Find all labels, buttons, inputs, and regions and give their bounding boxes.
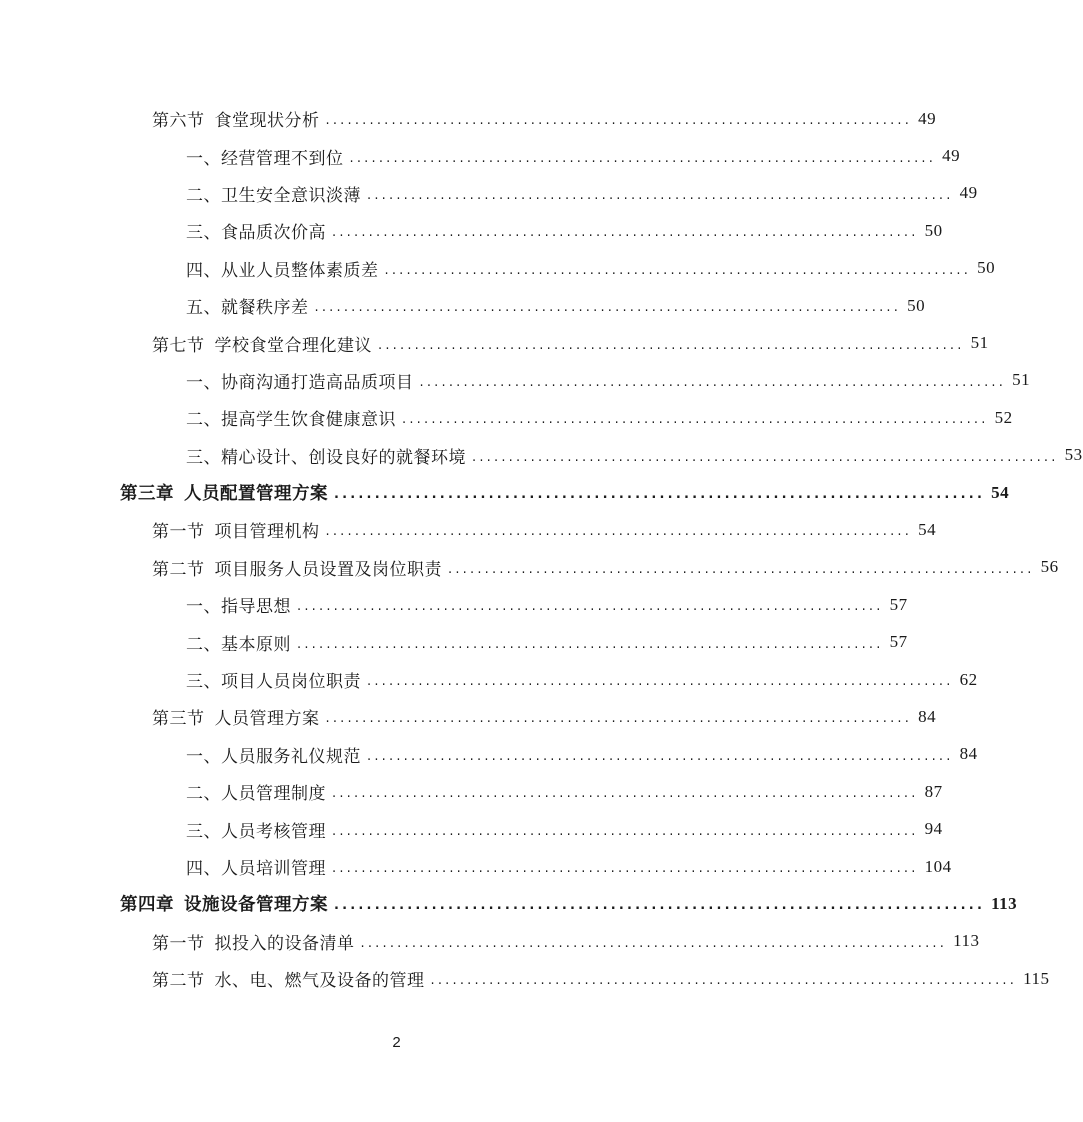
toc-row[interactable] <box>0 960 1050 997</box>
toc-title: 人员管理方案 <box>214 709 320 730</box>
toc-row[interactable] <box>0 100 937 137</box>
toc-row[interactable] <box>0 287 926 324</box>
dot-leader: ................................................................................ <box>402 412 989 428</box>
dot-leader: ................................................................................ <box>360 935 948 951</box>
toc-prefix: 第一节 <box>152 933 205 954</box>
toc-title: 一、协商沟通打造高品质项目 <box>186 372 414 393</box>
toc-title: 四、从业人员整体素质差 <box>186 260 379 281</box>
toc-row[interactable] <box>0 885 1018 922</box>
dot-leader: ................................................................................ <box>325 711 913 727</box>
toc-page-number: 54 <box>991 482 1010 502</box>
toc-prefix: 第三节 <box>152 709 205 730</box>
page-number: 2 <box>392 1034 401 1051</box>
toc-row[interactable] <box>0 810 943 847</box>
dot-leader: ................................................................................ <box>384 262 972 278</box>
dot-leader: ................................................................................ <box>448 561 1035 577</box>
toc-title: 三、食品质次价高 <box>186 223 326 244</box>
toc-row[interactable] <box>0 175 978 212</box>
toc-title: 四、人员培训管理 <box>186 859 326 879</box>
dot-leader: ................................................................................ <box>297 636 884 652</box>
toc-page-number: 51 <box>1012 370 1031 390</box>
toc-row[interactable] <box>0 399 1013 436</box>
dot-leader: ................................................................................ <box>334 898 986 914</box>
toc-row[interactable] <box>0 549 1059 586</box>
toc-page-number: 113 <box>953 931 980 951</box>
toc-row[interactable] <box>0 623 908 660</box>
toc-title: 一、经营管理不到位 <box>186 148 344 169</box>
dot-leader: ................................................................................ <box>332 786 919 802</box>
toc-page-number: 49 <box>942 146 961 166</box>
dot-leader: ................................................................................ <box>419 374 1007 390</box>
toc-row[interactable] <box>0 848 952 885</box>
toc-row[interactable] <box>0 212 943 249</box>
toc-title: 设施设备管理方案 <box>184 895 328 916</box>
dot-leader: ................................................................................ <box>334 487 986 503</box>
toc-page-number: 115 <box>1023 968 1050 988</box>
toc-title: 食堂现状分析 <box>214 111 320 132</box>
toc-title: 一、指导思想 <box>186 597 291 618</box>
toc-title: 二、人员管理制度 <box>186 784 326 805</box>
dot-leader: ................................................................................ <box>325 113 913 129</box>
toc-page-number: 113 <box>991 893 1018 913</box>
dot-leader: ................................................................................ <box>367 674 954 690</box>
toc-page-number: 57 <box>889 594 908 614</box>
toc-row[interactable] <box>0 736 978 773</box>
toc-row[interactable] <box>0 137 961 174</box>
toc-page-number: 94 <box>924 819 943 839</box>
toc-row[interactable] <box>0 362 1031 399</box>
dot-leader: ................................................................................ <box>472 449 1059 465</box>
toc-row[interactable] <box>0 250 996 287</box>
toc-row[interactable] <box>0 923 980 960</box>
toc-prefix: 第四章 <box>120 895 174 916</box>
toc-row[interactable] <box>0 437 1083 474</box>
toc-page-number: 50 <box>907 295 926 315</box>
toc-page-number: 50 <box>977 258 996 278</box>
toc-row[interactable] <box>0 474 1010 511</box>
toc-row[interactable] <box>0 586 908 623</box>
toc-page-number: 84 <box>959 744 978 764</box>
toc-page-number: 57 <box>889 632 908 652</box>
toc-page-number: 53 <box>1064 445 1083 465</box>
toc-page-number: 62 <box>959 669 978 689</box>
toc-page-number: 51 <box>970 333 989 353</box>
toc-page-number: 84 <box>918 706 937 726</box>
toc-row[interactable] <box>0 324 989 361</box>
toc-page-number: 49 <box>918 108 937 128</box>
toc-title: 三、人员考核管理 <box>186 821 326 842</box>
toc-title: 学校食堂合理化建议 <box>214 335 372 356</box>
toc-row[interactable] <box>0 698 937 735</box>
toc-title: 项目管理机构 <box>214 522 320 543</box>
toc-row[interactable] <box>0 773 943 810</box>
dot-leader: ................................................................................ <box>367 748 954 764</box>
toc-title: 五、就餐秩序差 <box>186 298 309 319</box>
toc-prefix: 第七节 <box>152 335 205 356</box>
toc-row[interactable] <box>0 661 978 698</box>
toc-prefix: 第二节 <box>152 559 205 580</box>
toc-page-number: 50 <box>924 220 943 240</box>
toc-title: 项目服务人员设置及岗位职责 <box>214 559 442 580</box>
dot-leader: ................................................................................ <box>325 524 913 540</box>
dot-leader: ................................................................................ <box>314 300 902 316</box>
toc-title: 三、精心设计、创设良好的就餐环境 <box>186 447 466 468</box>
toc-page-number: 56 <box>1040 557 1059 577</box>
toc-title: 二、提高学生饮食健康意识 <box>186 410 396 431</box>
toc-page-number: 54 <box>918 519 937 539</box>
toc-prefix: 第二节 <box>152 971 205 992</box>
dot-leader: ................................................................................ <box>332 225 919 241</box>
dot-leader: ................................................................................ <box>297 599 884 615</box>
toc-title: 拟投入的设备清单 <box>214 933 355 954</box>
toc-prefix: 第六节 <box>152 111 205 132</box>
toc-title: 一、人员服务礼仪规范 <box>186 746 361 767</box>
dot-leader: ................................................................................ <box>430 973 1018 989</box>
dot-leader: ................................................................................ <box>332 861 919 876</box>
dot-leader: ................................................................................ <box>367 187 954 203</box>
table-of-contents <box>0 100 1083 997</box>
toc-page-number: 87 <box>924 781 943 801</box>
toc-page-number: 104 <box>924 856 952 876</box>
toc-title: 二、卫生安全意识淡薄 <box>186 185 361 206</box>
toc-prefix: 第三章 <box>120 484 174 505</box>
dot-leader: ................................................................................ <box>349 150 937 166</box>
dot-leader: ................................................................................ <box>378 337 965 353</box>
toc-prefix: 第一节 <box>152 522 205 543</box>
toc-title: 二、基本原则 <box>186 634 291 655</box>
toc-title: 水、电、燃气及设备的管理 <box>214 971 425 992</box>
dot-leader: ................................................................................ <box>332 823 919 839</box>
toc-title: 人员配置管理方案 <box>184 484 328 505</box>
toc-page-number: 52 <box>994 407 1013 427</box>
toc-row[interactable] <box>0 511 937 548</box>
toc-page-number: 49 <box>959 183 978 203</box>
toc-title: 三、项目人员岗位职责 <box>186 672 361 693</box>
